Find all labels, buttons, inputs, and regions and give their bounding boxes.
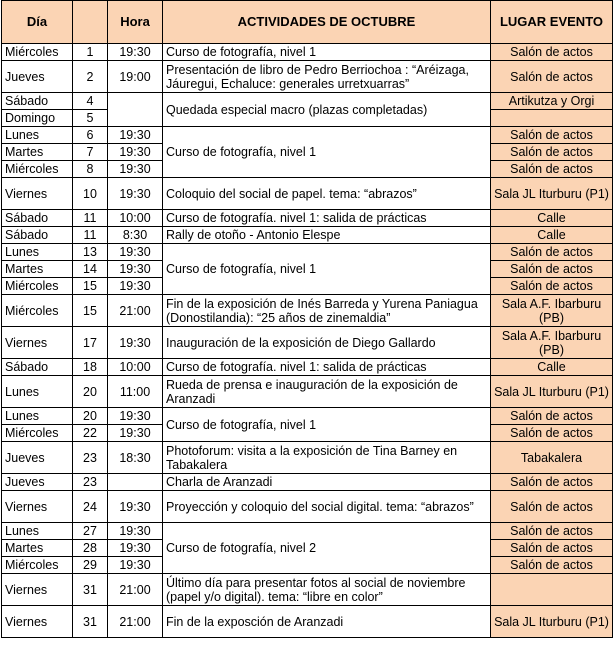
day-cell: Jueves	[2, 442, 73, 474]
table-row	[2, 44, 613, 61]
activity-cell: Curso de fotografía, nivel 1	[163, 408, 491, 442]
table-row	[2, 127, 613, 144]
header-day-number	[73, 1, 108, 44]
hour-cell: 19:30	[108, 327, 163, 359]
place-cell: Salón de actos	[491, 61, 613, 93]
header-row	[2, 1, 613, 44]
activity-cell: Fin de la exposción de Aranzadi	[163, 606, 491, 638]
table-row	[2, 474, 613, 491]
hour-cell: 19:30	[108, 144, 163, 161]
day-number-cell: 2	[73, 61, 108, 93]
day-number-cell: 15	[73, 278, 108, 295]
place-cell: Salón de actos	[491, 557, 613, 574]
activity-cell: Photoforum: visita a la exposición de Tina Barney en Tabakalera	[163, 442, 491, 474]
table-row	[2, 408, 613, 425]
day-cell: Martes	[2, 540, 73, 557]
activity-cell: Curso de fotografía, nivel 1	[163, 244, 491, 295]
day-cell: Miércoles	[2, 295, 73, 327]
day-number-cell: 6	[73, 127, 108, 144]
table-row	[2, 606, 613, 638]
day-number-cell: 14	[73, 261, 108, 278]
day-cell: Lunes	[2, 523, 73, 540]
activity-cell: Último día para presentar fotos al social de noviembre (papel y/o digital). tema: “libre en color”	[163, 574, 491, 606]
hour-cell: 19:30	[108, 523, 163, 540]
hour-cell: 21:00	[108, 606, 163, 638]
hour-cell: 19:30	[108, 244, 163, 261]
day-number-cell: 18	[73, 359, 108, 376]
day-cell: Jueves	[2, 474, 73, 491]
place-cell: Salón de actos	[491, 261, 613, 278]
place-cell: Tabakalera	[491, 442, 613, 474]
place-cell: Calle	[491, 227, 613, 244]
day-cell: Lunes	[2, 408, 73, 425]
day-cell: Miércoles	[2, 278, 73, 295]
place-cell: Salón de actos	[491, 161, 613, 178]
day-number-cell: 11	[73, 210, 108, 227]
day-number-cell: 5	[73, 110, 108, 127]
day-number-cell: 31	[73, 574, 108, 606]
day-cell: Lunes	[2, 244, 73, 261]
day-cell: Sábado	[2, 359, 73, 376]
hour-cell: 19:30	[108, 161, 163, 178]
table-row	[2, 210, 613, 227]
place-cell: Salón de actos	[491, 474, 613, 491]
table-row	[2, 574, 613, 606]
place-cell: Salón de actos	[491, 425, 613, 442]
hour-cell: 19:30	[108, 540, 163, 557]
activity-cell: Rueda de prensa e inauguración de la exposición de Aranzadi	[163, 376, 491, 408]
day-number-cell: 1	[73, 44, 108, 61]
place-cell: Calle	[491, 359, 613, 376]
hour-cell: 19:30	[108, 44, 163, 61]
hour-cell: 21:00	[108, 574, 163, 606]
place-cell: Sala A.F. Ibarburu (PB)	[491, 327, 613, 359]
day-cell: Miércoles	[2, 425, 73, 442]
table-row	[2, 227, 613, 244]
place-cell: Artikutza y Orgi	[491, 93, 613, 110]
day-cell: Viernes	[2, 491, 73, 523]
day-cell: Jueves	[2, 61, 73, 93]
place-cell	[491, 110, 613, 127]
table-row	[2, 93, 613, 110]
place-cell: Salón de actos	[491, 244, 613, 261]
day-cell: Viernes	[2, 606, 73, 638]
day-number-cell: 10	[73, 178, 108, 210]
table-row	[2, 442, 613, 474]
day-number-cell: 28	[73, 540, 108, 557]
table-row	[2, 523, 613, 540]
table-row	[2, 244, 613, 261]
place-cell	[491, 574, 613, 606]
hour-cell: 19:30	[108, 408, 163, 425]
place-cell: Sala JL Iturburu (P1)	[491, 606, 613, 638]
day-number-cell: 13	[73, 244, 108, 261]
day-number-cell: 17	[73, 327, 108, 359]
table-row	[2, 327, 613, 359]
hour-cell: 21:00	[108, 295, 163, 327]
day-cell: Domingo	[2, 110, 73, 127]
header-dia: Día	[2, 1, 73, 44]
hour-cell: 19:30	[108, 491, 163, 523]
day-number-cell: 11	[73, 227, 108, 244]
hour-cell	[108, 93, 163, 127]
day-number-cell: 4	[73, 93, 108, 110]
table-row	[2, 178, 613, 210]
hour-cell: 10:00	[108, 210, 163, 227]
hour-cell: 19:30	[108, 127, 163, 144]
day-cell: Viernes	[2, 574, 73, 606]
activity-cell: Curso de fotografía, nivel 1	[163, 127, 491, 178]
place-cell: Salón de actos	[491, 44, 613, 61]
header-hora: Hora	[108, 1, 163, 44]
table-row	[2, 61, 613, 93]
activity-cell: Curso de fotografía. nivel 1: salida de prácticas	[163, 359, 491, 376]
day-cell: Miércoles	[2, 44, 73, 61]
activity-cell: Curso de fotografía, nivel 1	[163, 44, 491, 61]
day-number-cell: 27	[73, 523, 108, 540]
hour-cell: 19:30	[108, 261, 163, 278]
activity-cell: Rally de otoño - Antonio Elespe	[163, 227, 491, 244]
place-cell: Sala JL Iturburu (P1)	[491, 178, 613, 210]
activity-cell: Curso de fotografía. nivel 1: salida de prácticas	[163, 210, 491, 227]
day-number-cell: 23	[73, 474, 108, 491]
hour-cell: 18:30	[108, 442, 163, 474]
place-cell: Salón de actos	[491, 491, 613, 523]
place-cell: Salón de actos	[491, 523, 613, 540]
table-row	[2, 376, 613, 408]
day-number-cell: 8	[73, 161, 108, 178]
day-number-cell: 20	[73, 408, 108, 425]
day-number-cell: 24	[73, 491, 108, 523]
day-number-cell: 29	[73, 557, 108, 574]
day-number-cell: 22	[73, 425, 108, 442]
day-cell: Viernes	[2, 327, 73, 359]
schedule-table	[1, 0, 613, 638]
hour-cell: 19:30	[108, 425, 163, 442]
hour-cell: 10:00	[108, 359, 163, 376]
hour-cell	[108, 474, 163, 491]
activity-cell: Curso de fotografía, nivel 2	[163, 523, 491, 574]
activity-cell: Charla de Aranzadi	[163, 474, 491, 491]
day-cell: Miércoles	[2, 161, 73, 178]
day-cell: Martes	[2, 261, 73, 278]
hour-cell: 19:30	[108, 278, 163, 295]
place-cell: Sala A.F. Ibarburu (PB)	[491, 295, 613, 327]
place-cell: Salón de actos	[491, 127, 613, 144]
day-cell: Viernes	[2, 178, 73, 210]
place-cell: Salón de actos	[491, 408, 613, 425]
table-row	[2, 295, 613, 327]
table-row	[2, 491, 613, 523]
day-number-cell: 31	[73, 606, 108, 638]
hour-cell: 19:30	[108, 557, 163, 574]
hour-cell: 19:30	[108, 178, 163, 210]
place-cell: Salón de actos	[491, 278, 613, 295]
header-lugar: LUGAR EVENTO	[491, 1, 613, 44]
activity-cell: Presentación de libro de Pedro Berriochoa : “Aréizaga, Jáuregui, Echaluce: generales urretxuarras”	[163, 61, 491, 93]
place-cell: Salón de actos	[491, 540, 613, 557]
activity-cell: Coloquio del social de papel. tema: “abrazos”	[163, 178, 491, 210]
place-cell: Sala JL Iturburu (P1)	[491, 376, 613, 408]
place-cell: Calle	[491, 210, 613, 227]
day-cell: Lunes	[2, 376, 73, 408]
header-actividades: ACTIVIDADES DE OCTUBRE	[163, 1, 491, 44]
day-cell: Sábado	[2, 227, 73, 244]
table-row	[2, 359, 613, 376]
activity-cell: Inauguración de la exposición de Diego Gallardo	[163, 327, 491, 359]
day-cell: Sábado	[2, 93, 73, 110]
day-cell: Martes	[2, 144, 73, 161]
day-number-cell: 20	[73, 376, 108, 408]
hour-cell: 11:00	[108, 376, 163, 408]
place-cell: Salón de actos	[491, 144, 613, 161]
activity-cell: Quedada especial macro (plazas completadas)	[163, 93, 491, 127]
activity-cell: Fin de la exposición de Inés Barreda y Yurena Paniagua (Donostilandia): “25 años de zinemaldia”	[163, 295, 491, 327]
day-number-cell: 7	[73, 144, 108, 161]
hour-cell: 19:00	[108, 61, 163, 93]
day-number-cell: 23	[73, 442, 108, 474]
day-cell: Miércoles	[2, 557, 73, 574]
day-cell: Sábado	[2, 210, 73, 227]
activity-cell: Proyección y coloquio del social digital. tema: “abrazos”	[163, 491, 491, 523]
hour-cell: 8:30	[108, 227, 163, 244]
day-number-cell: 15	[73, 295, 108, 327]
day-cell: Lunes	[2, 127, 73, 144]
